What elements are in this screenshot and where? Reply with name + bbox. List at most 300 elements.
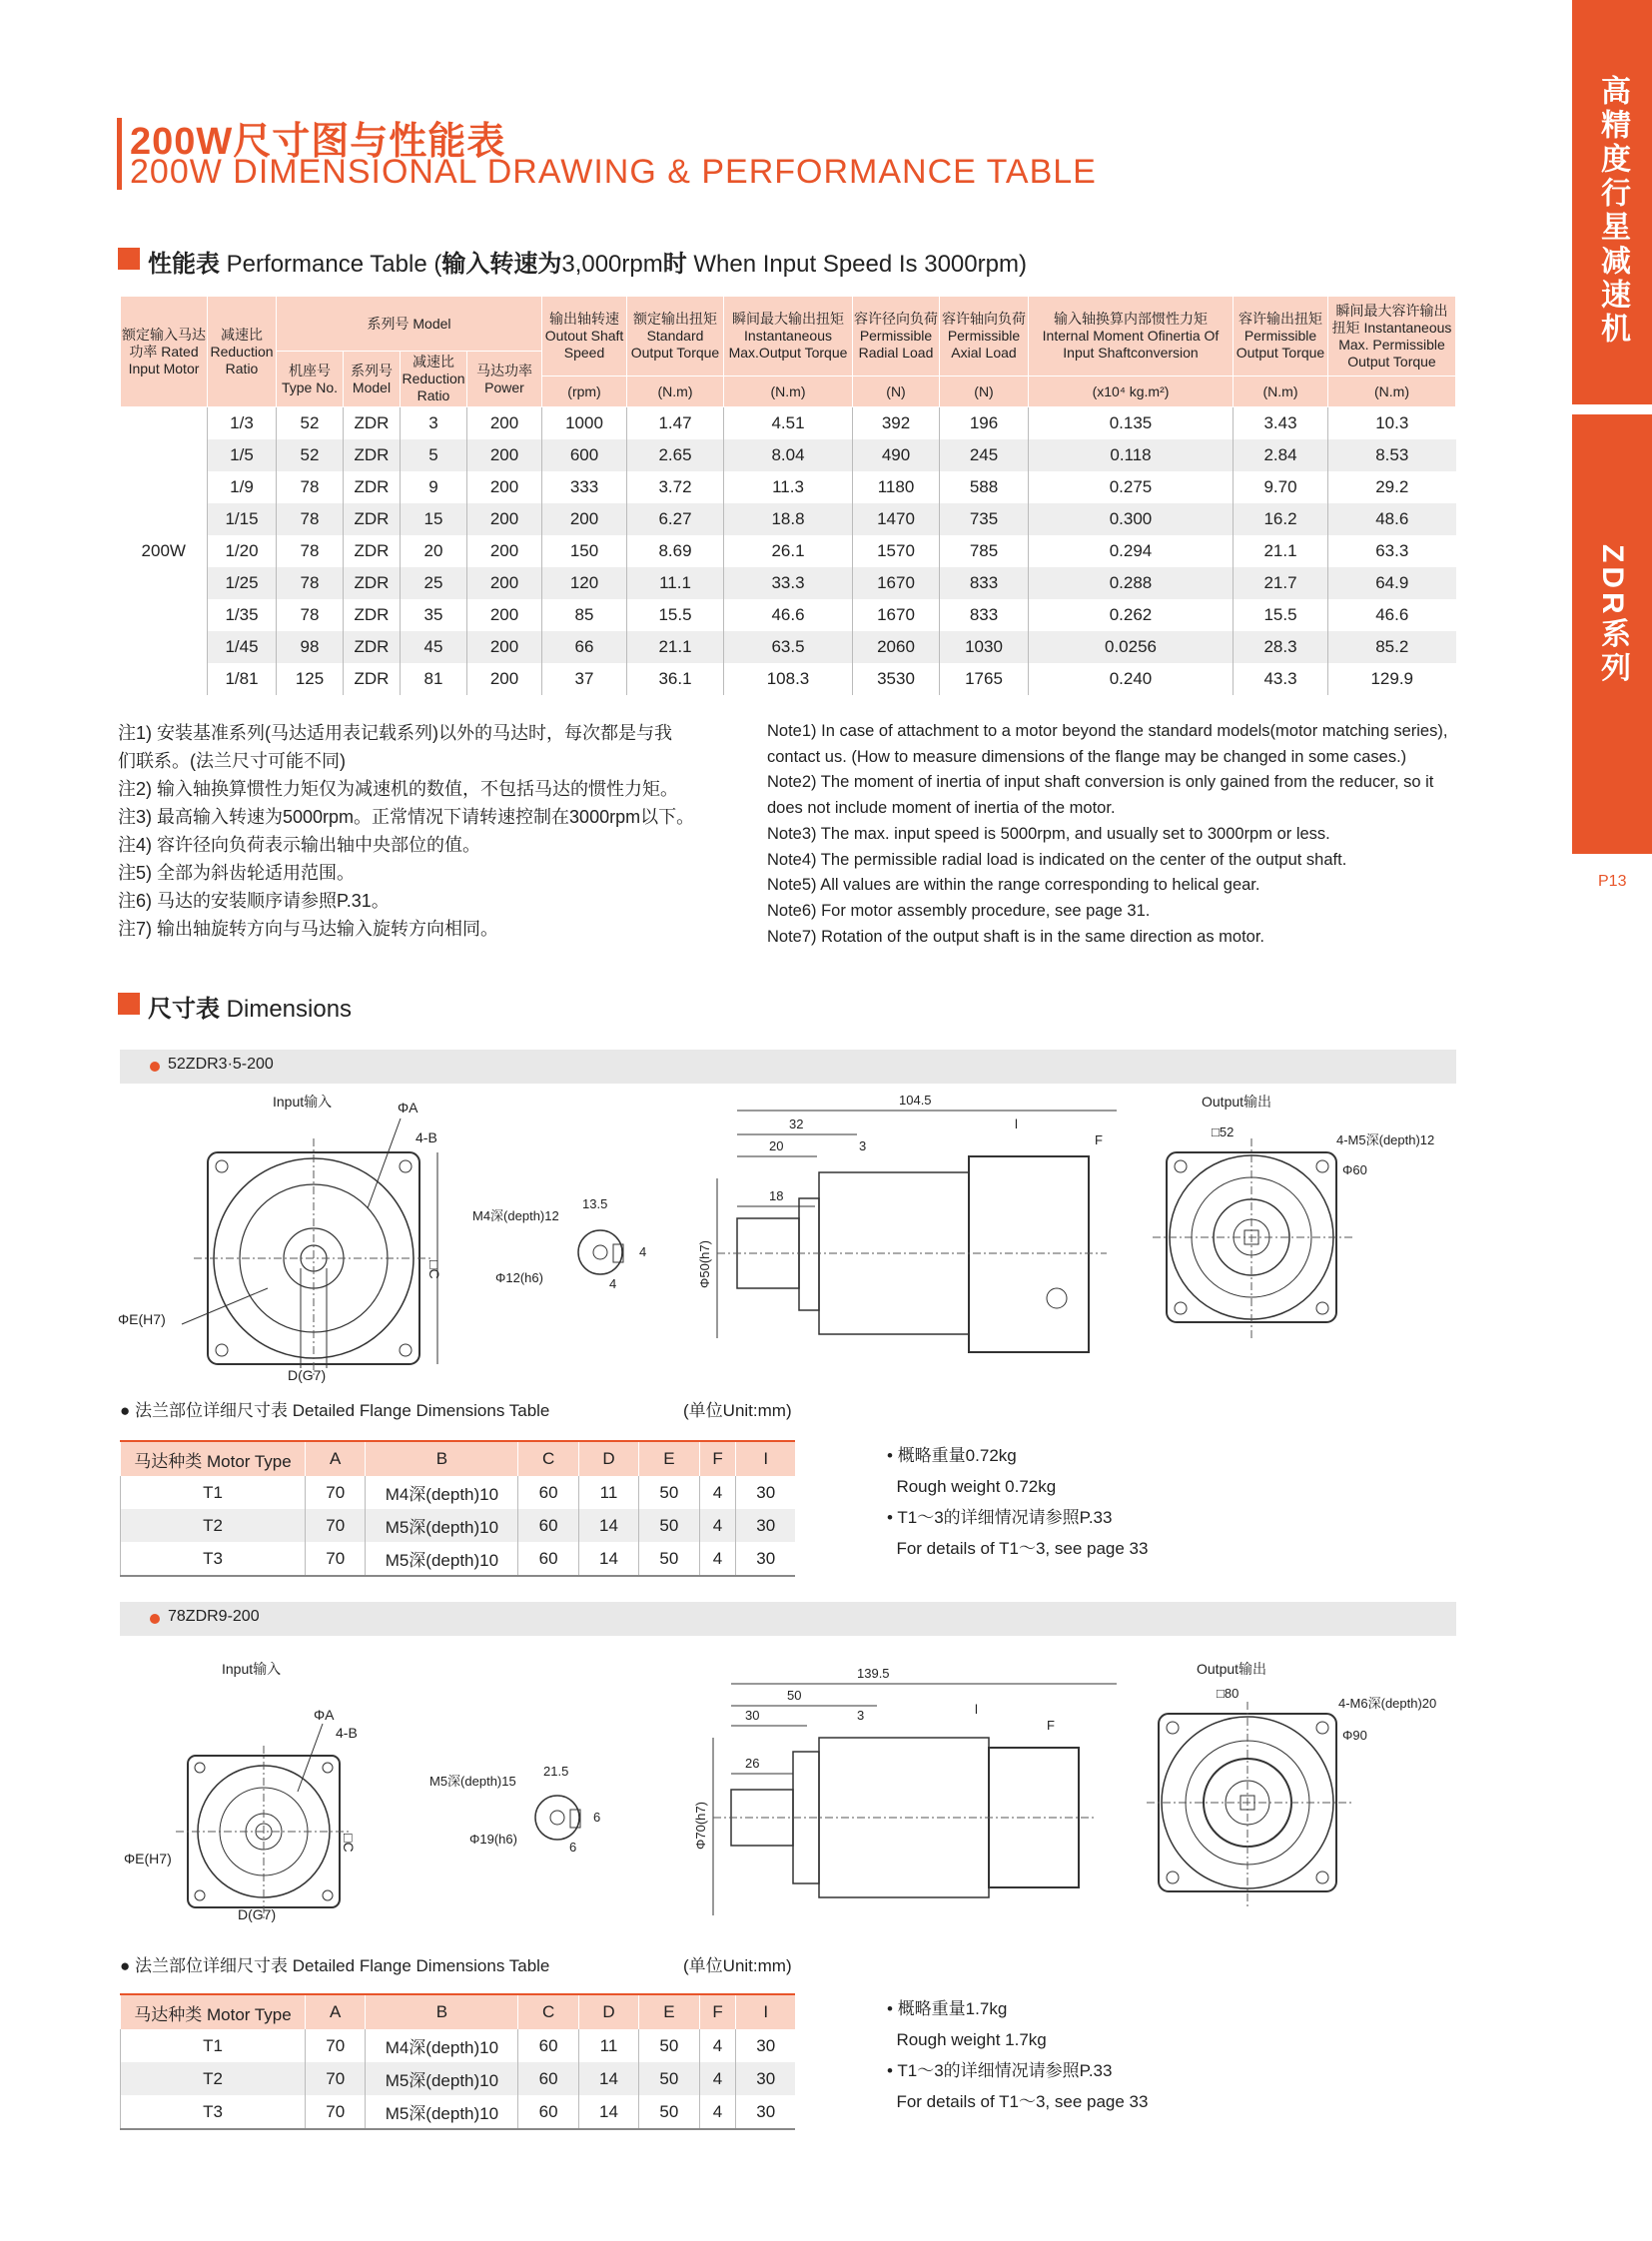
table-cell: 11.1: [627, 567, 724, 599]
flange-table-1: [120, 1440, 795, 1577]
drawing-model-2: [118, 1652, 1461, 1941]
unit-axial: (N): [940, 376, 1029, 407]
flange-cell: 11: [578, 2029, 638, 2062]
th-power: 马达功率 Power: [467, 352, 542, 407]
flange-cell: 70: [306, 1476, 366, 1509]
flange-header-cell: 马达种类 Motor Type: [121, 1441, 306, 1476]
weight-cn-1: 概略重量0.72kg: [897, 1446, 1017, 1465]
table-cell: ZDR: [344, 439, 401, 471]
label-key-2: M5深(depth)15: [429, 1774, 516, 1789]
table-cell: 3: [401, 407, 467, 440]
notes-en: [767, 719, 1466, 950]
table-cell: 0.118: [1029, 439, 1234, 471]
th-red-ratio: 减速比 Reduction Ratio: [401, 352, 467, 407]
weight-block-1: • 概略重量0.72kg Rough weight 0.72kg • T1～3的详细情况请参照P.33 For details of T1～3, see page 33: [887, 1446, 1149, 1558]
section-marker: [118, 248, 140, 270]
flange-cell: 70: [306, 2062, 366, 2095]
flange-cell: T3: [121, 1542, 306, 1576]
table-cell: 29.2: [1328, 471, 1456, 503]
flange-cell: 14: [578, 2062, 638, 2095]
table-cell: 1180: [853, 471, 940, 503]
table-cell: 0.262: [1029, 599, 1234, 631]
section-marker-dims: [118, 993, 140, 1015]
flange-cell: 60: [518, 1509, 578, 1542]
table-cell: 200: [467, 567, 542, 599]
table-row: [121, 407, 1456, 440]
perf-heading-en: Performance Table (: [226, 251, 442, 278]
table-cell: 6.27: [627, 503, 724, 535]
flange-cell: M5深(depth)10: [366, 2062, 518, 2095]
table-cell: 33.3: [724, 567, 853, 599]
table-row: [121, 471, 1456, 503]
note-line: Note6) For motor assembly procedure, see page 31.: [767, 901, 1151, 920]
note-line: contact us. (How to measure dimensions of the flange may be changed in some cases.): [767, 747, 1407, 766]
flange-cell: T3: [121, 2095, 306, 2129]
flange-row: [121, 1542, 796, 1576]
label-phiA-2: ΦA: [314, 1707, 335, 1723]
note-line: does not include moment of inertia of the motor.: [767, 799, 1116, 818]
perf-heading-speed: 3,000rpm: [561, 251, 663, 278]
table-cell: 81: [401, 663, 467, 695]
flange-cell: 30: [736, 1509, 795, 1542]
flange-cell: 14: [578, 1542, 638, 1576]
label-d3-1: 3: [859, 1138, 867, 1153]
label-c-2: □C: [341, 1834, 357, 1853]
model-bar-2: [120, 1602, 1456, 1636]
unit-radial: (N): [853, 376, 940, 407]
flange-cell: 60: [518, 1476, 578, 1509]
table-cell: 78: [277, 503, 344, 535]
table-cell: 120: [542, 567, 627, 599]
flange-cell: 50: [639, 1476, 699, 1509]
flange-unit-1: (单位Unit:mm): [683, 1401, 792, 1420]
label-key-1: M4深(depth)12: [472, 1208, 559, 1223]
flange-title-1-text: 法兰部位详细尺寸表 Detailed Flange Dimensions Table: [135, 1401, 550, 1420]
table-cell: 0.288: [1029, 567, 1234, 599]
table-cell: 8.53: [1328, 439, 1456, 471]
table-cell: 0.0256: [1029, 631, 1234, 663]
flange-cell: 60: [518, 2062, 578, 2095]
table-cell: 588: [940, 471, 1029, 503]
label-holes-2: 4-M6深(depth)20: [1338, 1696, 1437, 1711]
table-row: [121, 567, 1456, 599]
details-en-2: For details of T1～3, see page 33: [896, 2092, 1149, 2111]
weight-en-1: Rough weight 0.72kg: [896, 1477, 1057, 1496]
flange-cell: 50: [639, 2095, 699, 2129]
flange-cell: 60: [518, 2029, 578, 2062]
note-line: 注7) 输出轴旋转方向与马达输入旋转方向相同。: [118, 919, 499, 939]
model-name-1: 52ZDR3·5-200: [168, 1056, 274, 1073]
rated-power-cell: 200W: [121, 407, 208, 696]
details-cn-1: T1～3的详细情况请参照P.33: [897, 1508, 1113, 1527]
label-shaftod-1: Φ50(h7): [697, 1240, 712, 1288]
flange-row: [121, 1476, 796, 1509]
table-cell: 1/45: [208, 631, 277, 663]
perf-heading-en2: When Input Speed Is 3000rpm): [686, 251, 1027, 278]
table-cell: 1670: [853, 567, 940, 599]
table-cell: 0.294: [1029, 535, 1234, 567]
label-output-2: Output输出: [1197, 1661, 1267, 1677]
table-cell: 66: [542, 631, 627, 663]
label-f-2: F: [1047, 1718, 1055, 1733]
label-shaft-1: Φ12(h6): [495, 1270, 543, 1285]
side-tab-series: [1572, 414, 1652, 854]
note-line: Note4) The permissible radial load is indicated on the center of the output shaft.: [767, 850, 1347, 869]
flange-cell: 4: [699, 2062, 736, 2095]
table-row: [121, 599, 1456, 631]
table-cell: 48.6: [1328, 503, 1456, 535]
drawing-model-1: [118, 1089, 1461, 1388]
table-cell: 45: [401, 631, 467, 663]
table-cell: ZDR: [344, 631, 401, 663]
table-cell: 78: [277, 471, 344, 503]
unit-perm-torque: (N.m): [1234, 376, 1328, 407]
table-cell: 63.5: [724, 631, 853, 663]
table-cell: 8.04: [724, 439, 853, 471]
table-cell: 21.1: [1234, 535, 1328, 567]
flange-header-cell: I: [736, 1994, 795, 2029]
note-line: Note7) Rotation of the output shaft is in the same direction as motor.: [767, 927, 1265, 946]
model-name-2: 78ZDR9-200: [168, 1608, 260, 1625]
table-cell: 1470: [853, 503, 940, 535]
th-ratio: 减速比 Reduction Ratio: [208, 297, 277, 407]
label-d3-2: 3: [857, 1708, 865, 1723]
label-k1-2: 6: [593, 1810, 601, 1825]
perf-heading-cn: 性能表: [148, 251, 220, 278]
details-en-1: For details of T1～3, see page 33: [896, 1539, 1149, 1558]
weight-block-2: • 概略重量1.7kg Rough weight 1.7kg • T1～3的详细情况请参照P.33 For details of T1～3, see page 33: [887, 1999, 1149, 2111]
table-row: [121, 663, 1456, 695]
flange-header-cell: E: [639, 1994, 699, 2029]
table-row: [121, 439, 1456, 471]
table-cell: 0.300: [1029, 503, 1234, 535]
page-number: P13: [1598, 873, 1627, 890]
flange-header-cell: A: [306, 1441, 366, 1476]
flange-cell: M5深(depth)10: [366, 1509, 518, 1542]
table-cell: 85.2: [1328, 631, 1456, 663]
table-cell: ZDR: [344, 535, 401, 567]
label-bolts-2: 4-B: [336, 1725, 358, 1741]
th-speed: 输出轴转速 Outout Shaft Speed: [542, 297, 627, 376]
label-shaftod-2: Φ70(h7): [693, 1802, 708, 1850]
table-cell: 1/5: [208, 439, 277, 471]
label-square-2: □80: [1217, 1686, 1239, 1701]
flange-cell: 50: [639, 2029, 699, 2062]
table-cell: 52: [277, 439, 344, 471]
dims-heading-en: Dimensions: [226, 996, 353, 1023]
unit-torque: (N.m): [627, 376, 724, 407]
label-k2-2: 6: [569, 1840, 577, 1855]
flange-cell: 70: [306, 1542, 366, 1576]
note-line: 们联系。(法兰尺寸可能不同): [118, 751, 346, 771]
table-cell: 21.1: [627, 631, 724, 663]
th-rated: 额定输入马达功率 Rated Input Motor: [121, 297, 208, 407]
table-cell: 245: [940, 439, 1029, 471]
table-cell: 10.3: [1328, 407, 1456, 440]
flange-header-cell: D: [578, 1441, 638, 1476]
table-cell: 1/3: [208, 407, 277, 440]
table-cell: 35: [401, 599, 467, 631]
table-cell: 9: [401, 471, 467, 503]
table-cell: ZDR: [344, 599, 401, 631]
performance-table: [120, 296, 1456, 695]
label-d26-2: 26: [745, 1756, 760, 1771]
th-series: 系列号 Model: [277, 297, 542, 352]
unit-inst-torque: (N.m): [724, 376, 853, 407]
table-cell: 200: [467, 599, 542, 631]
flange-cell: T2: [121, 1509, 306, 1542]
table-cell: 833: [940, 567, 1029, 599]
label-keyw-1: 13.5: [582, 1196, 608, 1211]
table-cell: 18.8: [724, 503, 853, 535]
weight-cn-2: 概略重量1.7kg: [897, 1999, 1008, 2018]
side-tab-category: [1572, 0, 1652, 404]
flange-cell: 30: [736, 1476, 795, 1509]
table-cell: 52: [277, 407, 344, 440]
side-tab-series-label: ZDR系列: [1596, 544, 1629, 686]
label-k1-1: 4: [639, 1244, 647, 1259]
table-cell: 15: [401, 503, 467, 535]
table-cell: 20: [401, 535, 467, 567]
th-type-no: 机座号 Type No.: [277, 352, 344, 407]
perf-heading-cn3: 时: [662, 251, 687, 278]
flange-header-cell: F: [699, 1441, 736, 1476]
table-cell: 200: [467, 663, 542, 695]
table-cell: 36.1: [627, 663, 724, 695]
th-perm-inst: 瞬间最大容许输出扭矩 Instantaneous Max. Permissible Output Torque: [1328, 297, 1456, 376]
note-line: 注3) 最高输入转速为5000rpm。正常情况下请转速控制在3000rpm以下。: [118, 807, 695, 827]
label-holes-1: 4-M5深(depth)12: [1336, 1132, 1435, 1147]
label-pcd-1: Φ60: [1342, 1162, 1367, 1177]
side-tab-category-label: 高精度行星减速机: [1596, 75, 1629, 347]
flange-cell: 50: [639, 1542, 699, 1576]
bullet-dot-icon: [150, 1614, 160, 1624]
table-cell: ZDR: [344, 471, 401, 503]
label-pcd-2: Φ90: [1342, 1728, 1367, 1743]
table-cell: 108.3: [724, 663, 853, 695]
table-cell: 1030: [940, 631, 1029, 663]
table-cell: 11.3: [724, 471, 853, 503]
label-l-2: l: [975, 1702, 978, 1717]
table-cell: 200: [467, 503, 542, 535]
table-cell: 125: [277, 663, 344, 695]
table-cell: 85: [542, 599, 627, 631]
label-len-1: 104.5: [899, 1093, 932, 1108]
label-bolts-1: 4-B: [415, 1129, 437, 1145]
table-cell: 333: [542, 471, 627, 503]
flange-cell: 70: [306, 2029, 366, 2062]
table-cell: 196: [940, 407, 1029, 440]
table-cell: 490: [853, 439, 940, 471]
flange-header-cell: E: [639, 1441, 699, 1476]
label-f-1: F: [1095, 1132, 1103, 1147]
flange-header-cell: A: [306, 1994, 366, 2029]
flange-cell: 11: [578, 1476, 638, 1509]
table-cell: 200: [467, 631, 542, 663]
table-cell: 8.69: [627, 535, 724, 567]
flange-header-cell: C: [518, 1441, 578, 1476]
table-row: [121, 631, 1456, 663]
flange-cell: 4: [699, 1476, 736, 1509]
label-d30-2: 30: [745, 1708, 760, 1723]
flange-header-cell: I: [736, 1441, 795, 1476]
table-cell: 46.6: [1328, 599, 1456, 631]
table-cell: 129.9: [1328, 663, 1456, 695]
label-c-1: □C: [426, 1260, 442, 1279]
table-cell: 1/15: [208, 503, 277, 535]
table-cell: 3.72: [627, 471, 724, 503]
label-phiE-2: ΦE(H7): [124, 1851, 172, 1867]
note-line: Note5) All values are within the range corresponding to helical gear.: [767, 876, 1260, 895]
flange-cell: 70: [306, 2095, 366, 2129]
label-shaft-2: Φ19(h6): [469, 1832, 517, 1847]
table-cell: 25: [401, 567, 467, 599]
table-cell: 1765: [940, 663, 1029, 695]
table-cell: 392: [853, 407, 940, 440]
flange-cell: M4深(depth)10: [366, 2029, 518, 2062]
note-line: 注2) 输入轴换算惯性力矩仅为减速机的数值，不包括马达的惯性力矩。: [118, 779, 679, 799]
table-cell: 16.2: [1234, 503, 1328, 535]
note-line: 注4) 容许径向负荷表示输出轴中央部位的值。: [118, 835, 481, 855]
flange-header-cell: F: [699, 1994, 736, 2029]
label-square-1: □52: [1212, 1124, 1235, 1139]
label-phiE-1: ΦE(H7): [118, 1311, 166, 1327]
flange-unit-2: (单位Unit:mm): [683, 1956, 792, 1975]
th-perm-torque: 容许输出扭矩 Permissible Output Torque: [1234, 297, 1328, 376]
table-cell: ZDR: [344, 407, 401, 440]
dims-heading: [148, 989, 352, 1024]
flange-row: [121, 2095, 796, 2129]
label-len-2: 139.5: [857, 1666, 890, 1681]
table-cell: 785: [940, 535, 1029, 567]
table-cell: 735: [940, 503, 1029, 535]
table-cell: 37: [542, 663, 627, 695]
flange-header-cell: C: [518, 1994, 578, 2029]
unit-inertia: (x10⁴ kg.m²): [1029, 376, 1234, 407]
label-input: Input输入: [273, 1094, 333, 1110]
flange-cell: 50: [639, 1509, 699, 1542]
table-cell: 600: [542, 439, 627, 471]
flange-table-2: [120, 1993, 795, 2130]
table-cell: 200: [467, 471, 542, 503]
table-row: [121, 503, 1456, 535]
th-radial: 容许径向负荷 Permissible Radial Load: [853, 297, 940, 376]
label-l-1: l: [1015, 1117, 1018, 1131]
table-cell: 64.9: [1328, 567, 1456, 599]
note-line: 注1) 安装基准系列(马达适用表记载系列)以外的马达时，每次都是与我: [118, 723, 672, 743]
table-cell: 1670: [853, 599, 940, 631]
th-model: 系列号 Model: [344, 352, 401, 407]
table-cell: 1/25: [208, 567, 277, 599]
flange-cell: 50: [639, 2062, 699, 2095]
table-cell: 833: [940, 599, 1029, 631]
th-axial: 容许轴向负荷 Permissible Axial Load: [940, 297, 1029, 376]
table-cell: 26.1: [724, 535, 853, 567]
label-keyw-2: 21.5: [543, 1764, 569, 1779]
table-row: [121, 535, 1456, 567]
perf-heading-cn2: 输入转速为: [441, 251, 562, 278]
table-cell: 4.51: [724, 407, 853, 440]
table-cell: ZDR: [344, 567, 401, 599]
table-cell: 78: [277, 535, 344, 567]
table-cell: 2.84: [1234, 439, 1328, 471]
label-k2-1: 4: [609, 1276, 617, 1291]
table-cell: 9.70: [1234, 471, 1328, 503]
table-cell: 1/9: [208, 471, 277, 503]
table-cell: 3.43: [1234, 407, 1328, 440]
flange-cell: 4: [699, 2095, 736, 2129]
flange-cell: 30: [736, 2029, 795, 2062]
flange-cell: M5深(depth)10: [366, 2095, 518, 2129]
flange-title-2-text: 法兰部位详细尺寸表 Detailed Flange Dimensions Table: [135, 1956, 550, 1975]
unit-perm-inst: (N.m): [1328, 376, 1456, 407]
table-cell: 98: [277, 631, 344, 663]
label-input-2: Input输入: [222, 1661, 282, 1677]
table-cell: 63.3: [1328, 535, 1456, 567]
table-cell: 21.7: [1234, 567, 1328, 599]
flange-cell: 14: [578, 1509, 638, 1542]
table-cell: 78: [277, 567, 344, 599]
flange-cell: 30: [736, 1542, 795, 1576]
note-line: 注6) 马达的安装顺序请参照P.31。: [118, 891, 390, 911]
table-cell: 1.47: [627, 407, 724, 440]
table-cell: 200: [467, 535, 542, 567]
table-cell: 5: [401, 439, 467, 471]
flange-header-cell: 马达种类 Motor Type: [121, 1994, 306, 2029]
flange-cell: 14: [578, 2095, 638, 2129]
dims-heading-cn: 尺寸表: [148, 996, 220, 1023]
flange-cell: M4深(depth)10: [366, 1476, 518, 1509]
flange-cell: 30: [736, 2062, 795, 2095]
table-cell: 1000: [542, 407, 627, 440]
unit-speed: (rpm): [542, 376, 627, 407]
perf-heading: [148, 244, 1027, 279]
flange-cell: T1: [121, 2029, 306, 2062]
th-torque: 额定输出扭矩 Standard Output Torque: [627, 297, 724, 376]
table-cell: 1/20: [208, 535, 277, 567]
flange-cell: 60: [518, 1542, 578, 1576]
flange-cell: T1: [121, 1476, 306, 1509]
flange-cell: 30: [736, 2095, 795, 2129]
label-d32-1: 32: [789, 1117, 804, 1131]
label-phiA-1: ΦA: [398, 1100, 418, 1116]
title-accent-bar: [117, 118, 122, 190]
table-cell: 0.275: [1029, 471, 1234, 503]
model-bar-1: [120, 1050, 1456, 1084]
performance-table-body: [121, 407, 1456, 696]
table-cell: 1570: [853, 535, 940, 567]
table-cell: 0.240: [1029, 663, 1234, 695]
flange-cell: 70: [306, 1509, 366, 1542]
flange-cell: T2: [121, 2062, 306, 2095]
table-cell: 78: [277, 599, 344, 631]
flange-title-2: ● 法兰部位详细尺寸表 Detailed Flange Dimensions Table: [120, 1956, 550, 1975]
note-line: 注5) 全部为斜齿轮适用范围。: [118, 863, 356, 883]
table-cell: 2060: [853, 631, 940, 663]
note-line: Note3) The max. input speed is 5000rpm, and usually set to 3000rpm or less.: [767, 824, 1330, 843]
label-output-1: Output输出: [1202, 1094, 1272, 1110]
table-cell: 1/35: [208, 599, 277, 631]
flange-header-cell: B: [366, 1994, 518, 2029]
table-cell: 1/81: [208, 663, 277, 695]
th-inertia: 输入轴换算内部惯性力矩 Internal Moment Ofinertia Of Input Shaftconversion: [1029, 297, 1234, 376]
label-d50-2: 50: [787, 1688, 802, 1703]
note-line: Note1) In case of attachment to a motor beyond the standard models(motor matching series),: [767, 722, 1448, 740]
notes-cn: [118, 719, 737, 943]
table-cell: 2.65: [627, 439, 724, 471]
flange-title-1: ● 法兰部位详细尺寸表 Detailed Flange Dimensions Table: [120, 1401, 550, 1420]
flange-cell: 4: [699, 1542, 736, 1576]
